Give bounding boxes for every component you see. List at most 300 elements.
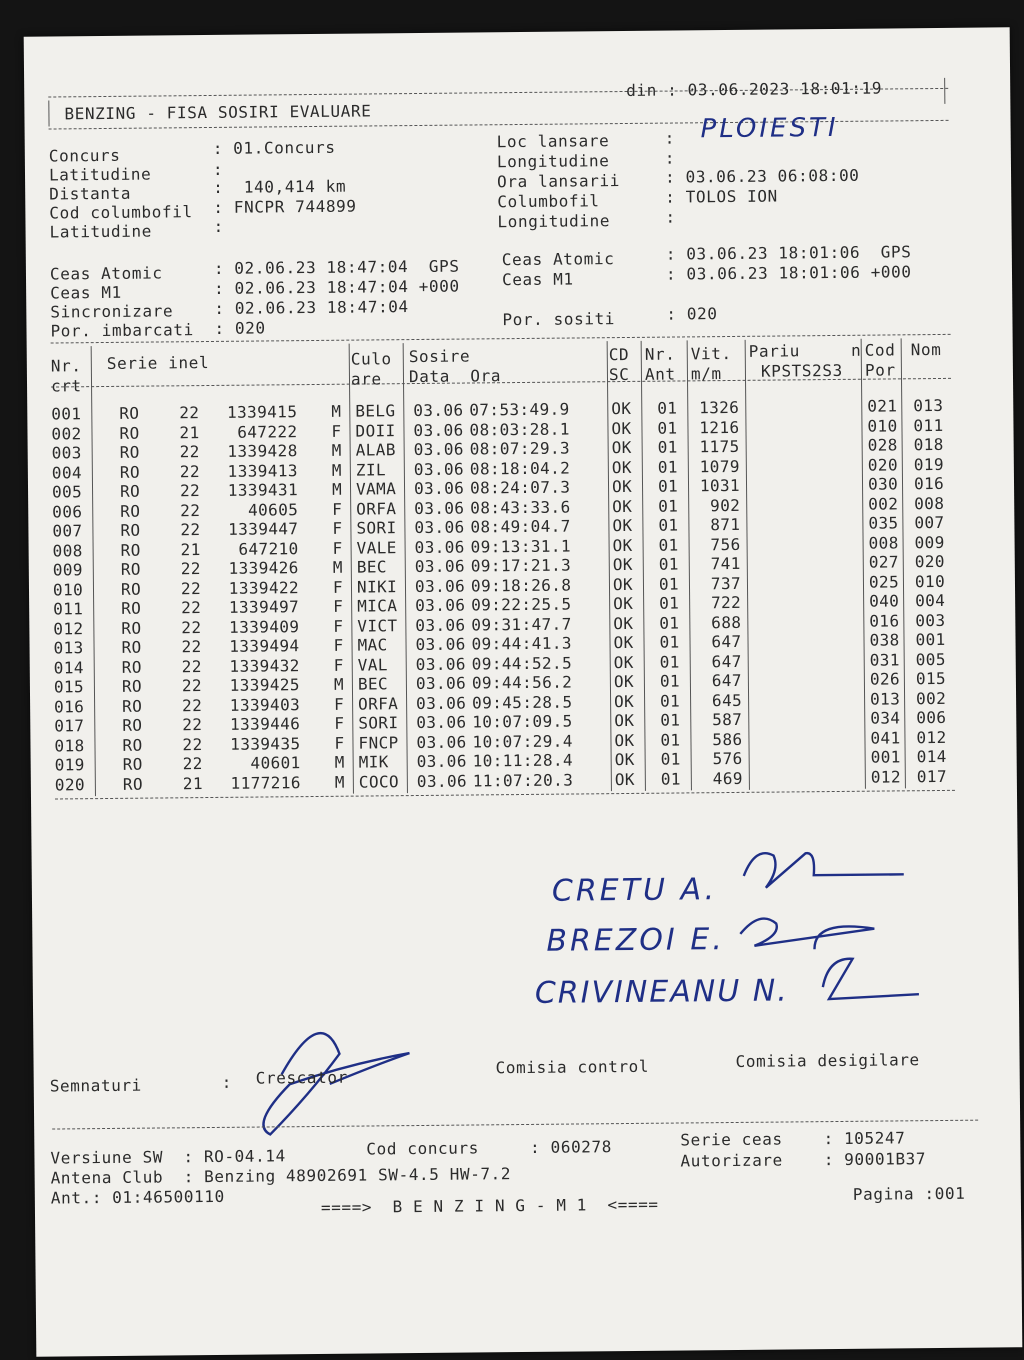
row-antenna: 01 <box>659 632 680 652</box>
row-date: 03.06 <box>413 400 464 421</box>
row-antenna: 01 <box>660 710 681 730</box>
row-date: 03.06 <box>413 459 465 479</box>
col-header-nr-ant: Nr. <box>644 344 676 364</box>
row-year: 22 <box>182 695 203 715</box>
row-sex: F <box>333 635 344 655</box>
row-sex: M <box>334 752 345 772</box>
row-color: MICA <box>357 596 398 616</box>
row-cd-status: OK <box>612 535 633 555</box>
row-time: 09:18:26.8 <box>470 575 572 595</box>
row-date: 03.06 <box>416 732 467 752</box>
row-time: 07:53:49.9 <box>469 399 570 420</box>
row-sex: F <box>334 694 345 714</box>
row-speed: 871 <box>710 514 741 535</box>
ceas-m1-label: Ceas M1 <box>50 282 122 303</box>
por-sositi-label: Por. sositi <box>502 309 616 330</box>
col-header-ant: Ant <box>644 364 676 384</box>
row-sex: M <box>331 440 342 460</box>
row-time: 09:44:56.2 <box>471 672 573 693</box>
row-cd-status: OK <box>611 476 633 497</box>
row-country: RO <box>121 637 142 657</box>
row-ring-number: 1339425 <box>229 675 301 695</box>
row-sex: F <box>332 518 343 538</box>
row-speed: 586 <box>712 729 743 749</box>
row-year: 21 <box>182 773 204 793</box>
row-nom: 009 <box>914 532 945 552</box>
row-speed: 576 <box>712 748 743 769</box>
row-date: 03.06 <box>414 537 465 557</box>
row-antenna: 01 <box>657 457 679 477</box>
row-ring-number: 1339447 <box>228 519 299 539</box>
row-antenna: 01 <box>657 476 679 496</box>
row-speed: 756 <box>710 534 741 554</box>
row-time: 08:24:07.3 <box>469 477 571 498</box>
row-time: 09:22:25.5 <box>471 594 572 615</box>
col-header-nr: Nr. <box>50 356 82 376</box>
row-cod-por: 035 <box>868 513 899 533</box>
row-ring-number: 1339432 <box>229 655 300 676</box>
row-cd-status: OK <box>614 710 635 731</box>
row-country: RO <box>122 696 143 716</box>
row-speed: 469 <box>712 768 743 788</box>
row-country: RO <box>120 540 141 560</box>
row-ring-number: 40601 <box>250 753 301 773</box>
col-header-are: are <box>350 369 382 389</box>
row-cod-por: 012 <box>870 766 902 787</box>
row-nom: 014 <box>916 746 947 767</box>
ora-lansarii-value: : 03.06.23 06:08:00 <box>664 165 860 187</box>
row-nr: 013 <box>53 638 84 658</box>
row-time: 08:43:33.6 <box>470 497 571 517</box>
row-color: COCO <box>358 771 400 792</box>
arrival-sheet <box>24 27 1023 1356</box>
antena-club: Antena Club : Benzing 48902691 SW-4.5 HW-7.2 <box>50 1164 512 1188</box>
row-color: VAMA <box>355 479 397 499</box>
signature-scribble-3 <box>823 958 919 999</box>
row-cod-por: 021 <box>867 396 898 416</box>
col-header-nom: Nom <box>910 339 942 360</box>
row-cd-status: OK <box>613 613 634 633</box>
row-date: 03.06 <box>415 673 467 694</box>
row-year: 22 <box>179 403 200 423</box>
row-date: 03.06 <box>414 576 466 596</box>
row-speed: 1079 <box>699 456 740 476</box>
row-nom: 008 <box>914 493 945 513</box>
row-year: 22 <box>181 656 202 676</box>
row-time: 09:13:31.1 <box>470 536 572 556</box>
col-header-sc: SC <box>608 364 630 385</box>
row-nr: 012 <box>53 618 84 639</box>
row-color: SORI <box>356 518 397 538</box>
row-date: 03.06 <box>414 556 466 577</box>
serie-ceas: Serie ceas : 105247 <box>680 1128 906 1150</box>
row-antenna: 01 <box>659 690 681 711</box>
row-nr: 006 <box>52 501 83 522</box>
row-ring-number: 1339446 <box>229 714 301 734</box>
row-ring-number: 1339403 <box>229 694 301 715</box>
row-cd-status: OK <box>612 574 634 594</box>
row-color: ORFA <box>356 498 397 519</box>
row-nom: 010 <box>914 571 946 591</box>
row-ring-number: 1339494 <box>229 636 300 656</box>
row-cod-por: 030 <box>867 474 899 494</box>
row-antenna: 01 <box>659 593 680 613</box>
row-nr: 009 <box>52 560 84 580</box>
row-nom: 001 <box>915 629 946 650</box>
row-nom: 019 <box>913 454 945 474</box>
row-nr: 010 <box>52 579 84 600</box>
row-date: 03.06 <box>414 517 465 538</box>
columbofil-value: : TOLOS ION <box>665 186 778 207</box>
row-color: VALE <box>356 537 397 558</box>
row-nr: 004 <box>51 462 83 483</box>
sincronizare-label: Sincronizare <box>50 301 174 322</box>
versiune-sw: Versiune SW : RO-04.14 <box>50 1146 286 1168</box>
row-nr: 005 <box>51 482 83 502</box>
row-cd-status: OK <box>613 652 634 672</box>
row-cd-status: OK <box>612 554 633 575</box>
row-speed: 1216 <box>699 417 740 437</box>
row-date: 03.06 <box>415 634 466 655</box>
semnaturi-colon: : <box>221 1072 233 1092</box>
row-ring-number: 647210 <box>238 538 299 559</box>
row-nom: 003 <box>915 610 946 630</box>
row-date: 03.06 <box>416 771 468 791</box>
row-antenna: 01 <box>658 496 679 516</box>
row-speed: 741 <box>710 553 741 574</box>
concurs-value: : 01.Concurs <box>212 137 336 158</box>
latitudine2-value: : <box>213 216 224 236</box>
row-cd-status: OK <box>614 730 635 750</box>
row-cd-status: OK <box>611 457 633 477</box>
row-time: 08:07:29.3 <box>469 438 571 459</box>
row-nom: 005 <box>915 649 946 669</box>
row-nr: 014 <box>53 657 84 678</box>
row-ring-number: 647222 <box>237 421 298 442</box>
row-color: BEC <box>357 674 389 694</box>
row-time: 09:44:41.3 <box>471 633 572 654</box>
concurs-label: Concurs <box>48 145 121 166</box>
row-color: MIK <box>358 752 389 772</box>
row-year: 21 <box>180 539 201 559</box>
row-ring-number: 1177216 <box>230 772 301 793</box>
row-speed: 587 <box>712 709 743 730</box>
row-sex: M <box>333 674 345 694</box>
comisia-control-label: Comisia control <box>495 1056 650 1078</box>
row-sex: F <box>333 655 344 675</box>
row-antenna: 01 <box>660 729 681 750</box>
row-speed: 1326 <box>699 397 740 418</box>
row-antenna: 01 <box>660 768 682 789</box>
row-country: RO <box>121 618 142 638</box>
row-cd-status: OK <box>611 437 632 458</box>
row-speed: 645 <box>711 690 743 710</box>
row-time: 10:11:28.4 <box>472 750 574 771</box>
row-year: 22 <box>181 637 202 657</box>
row-year: 22 <box>182 715 203 735</box>
row-country: RO <box>122 774 144 794</box>
row-date: 03.06 <box>416 693 467 713</box>
row-color: ORFA <box>358 693 399 714</box>
row-country: RO <box>121 676 143 696</box>
row-nr: 003 <box>51 443 82 463</box>
row-speed: 1175 <box>699 436 740 457</box>
row-color: NIKI <box>356 576 398 597</box>
row-cd-status: OK <box>613 632 634 653</box>
ceas-m1-2-value: : 03.06.23 18:01:06 +000 <box>665 262 912 284</box>
row-cod-por: 008 <box>868 532 899 553</box>
distanta-label: Distanta <box>49 183 132 204</box>
row-cd-status: OK <box>614 749 635 770</box>
row-country: RO <box>121 657 142 677</box>
document-title: BENZING - FISA SOSIRI EVALUARE <box>64 101 372 124</box>
row-time: 08:18:04.2 <box>469 458 571 478</box>
row-antenna: 01 <box>660 749 681 769</box>
columbofil-label: Columbofil <box>497 191 600 212</box>
row-time: 08:49:04.7 <box>470 516 571 537</box>
latitudine-label: Latitudine <box>48 164 152 185</box>
row-country: RO <box>122 735 143 755</box>
row-color: MAC <box>357 635 388 655</box>
longitudine-label: Longitudine <box>496 151 610 172</box>
row-country: RO <box>122 715 143 735</box>
row-ring-number: 1339426 <box>228 558 299 578</box>
row-nr: 019 <box>54 755 85 775</box>
por-imbarcati-value: : 020 <box>214 318 266 338</box>
handwritten-location: PLOIESTI <box>700 112 839 145</box>
signature-scribble-1 <box>744 852 904 888</box>
row-speed: 902 <box>710 495 741 515</box>
row-color: FNCP <box>358 732 399 753</box>
row-cod-por: 034 <box>870 708 901 728</box>
row-country: RO <box>120 501 141 521</box>
row-sex: F <box>332 538 343 558</box>
row-nom: 020 <box>914 551 945 572</box>
row-time: 09:31:47.7 <box>471 614 572 634</box>
row-sex: M <box>331 479 343 499</box>
latitudine2-label: Latitudine <box>49 221 152 242</box>
ceas-atomic2-value: : 03.06.23 18:01:06 GPS <box>665 242 912 264</box>
distanta-value: : 140,414 km <box>213 176 347 197</box>
row-date: 03.06 <box>413 439 464 460</box>
cod-columbofil-value: : FNCPR 744899 <box>213 196 357 217</box>
row-cd-status: OK <box>612 496 633 516</box>
row-nom: 012 <box>916 727 947 747</box>
row-sex: F <box>333 616 344 636</box>
row-cod-por: 041 <box>870 727 901 748</box>
row-speed: 737 <box>710 573 742 593</box>
row-nr: 017 <box>54 716 85 736</box>
latitudine-value: : <box>212 159 224 179</box>
row-year: 22 <box>180 578 202 598</box>
row-year: 22 <box>180 520 201 540</box>
row-country: RO <box>120 520 141 540</box>
row-antenna: 01 <box>657 418 678 438</box>
col-header-por: Por <box>864 360 896 380</box>
row-year: 21 <box>179 422 200 442</box>
row-date: 03.06 <box>414 498 465 518</box>
row-color: DOII <box>355 420 396 441</box>
benzing-brand-line: ====> B E N Z I N G - M 1 <==== <box>320 1194 659 1217</box>
sincronizare-value: : 02.06.23 18:47:04 <box>214 297 409 318</box>
longitudine2-label: Longitudine <box>497 211 611 232</box>
ora-lansarii-label: Ora lansarii <box>497 171 620 192</box>
row-color: BEC <box>356 557 387 577</box>
row-nr: 015 <box>53 677 85 697</box>
row-year: 22 <box>180 500 201 520</box>
row-year: 22 <box>181 617 202 637</box>
handwritten-name-1: CRETU A. <box>551 872 718 909</box>
row-cod-por: 027 <box>868 552 899 572</box>
row-ring-number: 1339435 <box>230 733 301 754</box>
row-ring-number: 1339497 <box>228 597 300 617</box>
row-sex: M <box>331 401 342 421</box>
longitudine2-value: : <box>665 207 676 227</box>
row-color: ZIL <box>355 459 387 480</box>
row-ring-number: 1339428 <box>227 441 298 461</box>
row-cod-por: 016 <box>869 610 900 631</box>
semnaturi-label: Semnaturi <box>49 1075 142 1096</box>
row-nom: 018 <box>913 434 944 455</box>
row-cod-por: 038 <box>869 630 900 650</box>
row-nom: 016 <box>913 473 945 494</box>
row-nr: 002 <box>51 423 82 444</box>
row-speed: 647 <box>711 670 742 691</box>
comisia-desigilare-label: Comisia desigilare <box>735 1050 920 1071</box>
row-year: 22 <box>179 442 200 462</box>
col-header-mm: m/m <box>690 364 722 384</box>
row-speed: 722 <box>710 592 742 613</box>
row-year: 22 <box>180 559 201 579</box>
ceas-m1-2-label: Ceas M1 <box>501 269 574 290</box>
row-cd-status: OK <box>611 398 632 419</box>
row-ring-number: 40605 <box>247 499 299 520</box>
row-antenna: 01 <box>658 554 679 574</box>
row-year: 22 <box>182 734 203 754</box>
row-cod-por: 001 <box>870 747 901 767</box>
col-header-crt: crt <box>50 376 82 396</box>
row-cod-por: 010 <box>867 415 898 436</box>
row-country: RO <box>119 442 140 462</box>
row-color: VICT <box>357 615 398 636</box>
row-ring-number: 1339422 <box>228 577 300 598</box>
row-date: 03.06 <box>416 751 467 772</box>
row-country: RO <box>119 462 141 482</box>
row-date: 03.06 <box>413 478 465 499</box>
row-date: 03.06 <box>415 615 466 635</box>
row-year: 22 <box>181 676 203 696</box>
col-header-kps: KPSTS2S3 <box>760 360 843 381</box>
row-cod-por: 013 <box>869 688 901 709</box>
row-antenna: 01 <box>657 437 678 457</box>
row-sex: M <box>334 772 345 792</box>
row-nr: 016 <box>54 696 85 717</box>
row-date: 03.06 <box>413 420 464 440</box>
row-sex: F <box>332 499 343 519</box>
row-nr: 011 <box>53 599 84 619</box>
row-nr: 020 <box>54 774 86 794</box>
row-nom: 015 <box>915 668 947 689</box>
row-country: RO <box>120 559 141 579</box>
row-year: 22 <box>179 481 201 501</box>
row-time: 09:17:21.3 <box>470 555 572 576</box>
col-header-sosire: Sosire <box>408 346 471 367</box>
row-year: 22 <box>182 754 203 774</box>
print-datetime: din : 03.06.2023 18:01:19 <box>626 78 883 100</box>
row-nom: 013 <box>913 395 944 416</box>
row-color: ALAB <box>355 440 396 460</box>
row-time: 09:45:28.5 <box>472 692 573 712</box>
row-sex: M <box>331 460 342 480</box>
row-cod-por: 002 <box>868 493 899 514</box>
antena-id: Ant.: 01:46500110 <box>50 1186 225 1208</box>
row-sex: F <box>331 421 342 441</box>
row-country: RO <box>120 579 142 599</box>
ceas-atomic-label: Ceas Atomic <box>49 263 163 284</box>
row-sex: M <box>332 557 343 577</box>
col-header-cod: Cod <box>864 340 896 360</box>
row-cod-por: 028 <box>867 435 898 455</box>
signature-scribble-2 <box>740 917 874 949</box>
row-cod-por: 020 <box>867 454 899 475</box>
col-header-data-ora: Data Ora <box>408 366 502 387</box>
handwritten-name-3: CRIVINEANU N. <box>534 973 789 1011</box>
ceas-atomic2-label: Ceas Atomic <box>501 249 615 270</box>
row-year: 22 <box>181 598 202 618</box>
row-nr: 018 <box>54 735 85 755</box>
row-time: 10:07:09.5 <box>472 711 573 732</box>
col-header-pariu: Pariu n <box>748 340 862 361</box>
loc-lansare-label: Loc lansare <box>496 131 610 152</box>
row-time: 08:03:28.1 <box>469 419 570 440</box>
row-sex: F <box>334 713 345 733</box>
row-country: RO <box>122 754 143 774</box>
row-time: 10:07:29.4 <box>472 731 573 751</box>
row-speed: 688 <box>711 612 742 632</box>
row-year: 22 <box>179 461 201 481</box>
row-ring-number: 1339431 <box>227 480 299 500</box>
row-date: 03.06 <box>416 712 467 733</box>
row-color: VAL <box>357 654 388 675</box>
row-sex: F <box>332 577 344 597</box>
row-antenna: 01 <box>659 671 681 691</box>
loc-lansare-value: : <box>664 128 676 148</box>
row-nom: 011 <box>913 415 944 435</box>
ceas-m1-value: : 02.06.23 18:47:04 +000 <box>214 276 460 298</box>
row-date: 03.06 <box>415 595 466 616</box>
row-antenna: 01 <box>659 651 680 672</box>
row-country: RO <box>119 403 140 423</box>
row-cod-por: 025 <box>868 571 900 592</box>
row-nr: 001 <box>51 404 82 424</box>
row-country: RO <box>119 481 141 501</box>
row-ring-number: 1339413 <box>227 460 298 481</box>
row-cd-status: OK <box>614 691 635 711</box>
row-sex: F <box>334 733 345 753</box>
col-header-serie: Serie inel <box>106 352 210 373</box>
col-header-culo: Culo <box>350 349 392 369</box>
row-cd-status: OK <box>614 769 636 789</box>
row-antenna: 01 <box>658 573 680 594</box>
row-ring-number: 1339415 <box>226 402 298 422</box>
row-speed: 647 <box>711 651 742 671</box>
row-time: 11:07:20.3 <box>472 770 574 790</box>
row-cod-por: 026 <box>869 669 901 689</box>
row-country: RO <box>121 598 142 618</box>
row-nr: 008 <box>52 540 83 561</box>
row-nom: 007 <box>914 512 945 533</box>
page-number: Pagina :001 <box>852 1183 966 1204</box>
